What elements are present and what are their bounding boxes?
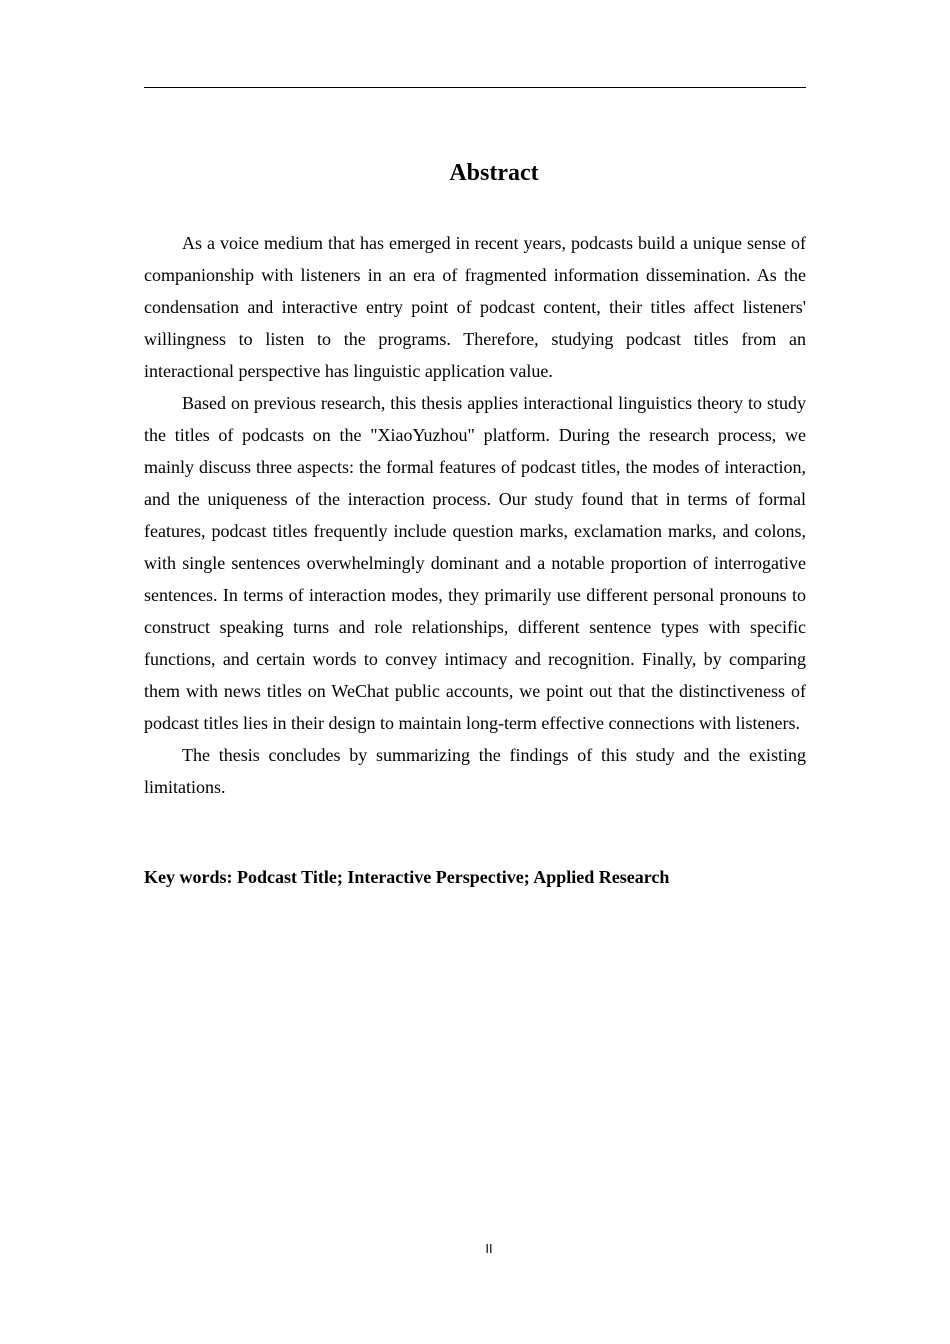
page-title: Abstract: [449, 160, 539, 186]
abstract-paragraph-2: Based on previous research, this thesis applies interactional linguistics theory to study the titles of podcasts on the "XiaoYuzhou" platform. During the research process, we mainly discuss three aspects: the formal features of podcast titles, the modes of interaction, and the uniqueness of the interaction process. Our study found that in terms of formal features, podcast titles frequently include question marks, exclamation marks, and colons, with single sentences overwhelmingly dominant and a notable proportion of interrogative sentences. In terms of interaction modes, they primarily use different personal pronouns to construct speaking turns and role relationships, different sentence types with specific functions, and certain words to convey intimacy and recognition. Finally, by comparing them with news titles on WeChat public accounts, we point out that the distinctiveness of podcast titles lies in their design to maintain long-term effective connections with listeners.: [144, 393, 806, 733]
abstract-paragraph-3: The thesis concludes by summarizing the findings of this study and the existing limitations.: [144, 745, 806, 797]
abstract-body: [144, 227, 806, 803]
keywords-line: Key words: Podcast Title; Interactive Perspective; Applied Research: [144, 867, 670, 887]
abstract-paragraph-1: As a voice medium that has emerged in recent years, podcasts build a unique sense of companionship with listeners in an era of fragmented information dissemination. As the condensation and interactive entry point of podcast content, their titles affect listeners' willingness to listen to the programs. Therefore, studying podcast titles from an interactional perspective has linguistic application value.: [144, 233, 806, 381]
page-number: II: [485, 1241, 493, 1256]
header-rule: [144, 87, 806, 88]
